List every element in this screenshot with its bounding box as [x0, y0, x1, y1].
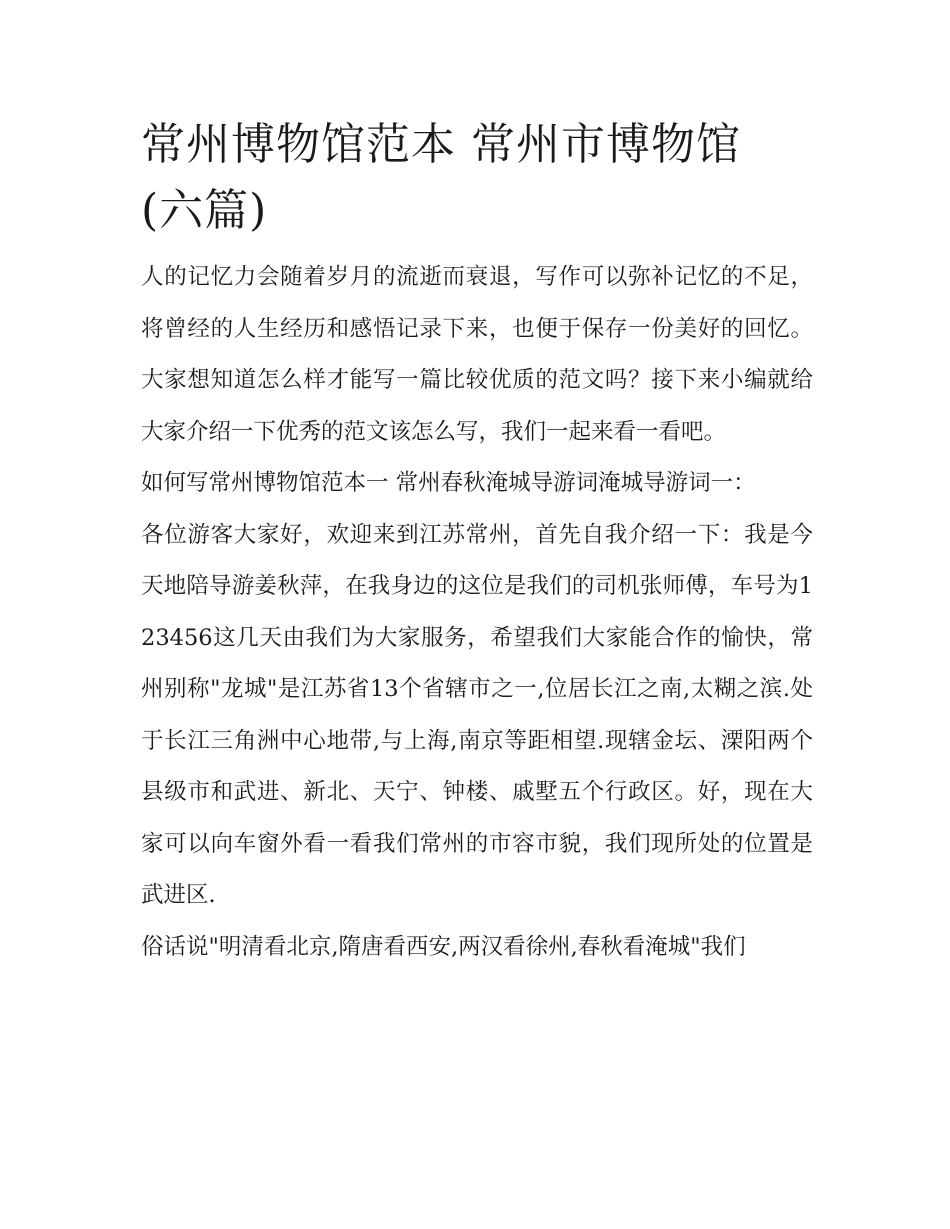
document-title — [141, 112, 813, 244]
intro-paragraph: 人的记忆力会随着岁月的流逝而衰退，写作可以弥补记忆的不足，将曾经的人生经历和感悟记录下来，也便于保存一份美好的回忆。大家想知道怎么样才能写一篇比较优质的范文吗？接下来小编就给大家介绍一下优秀的范文该怎么写，我们一起来看一看吧。 — [141, 264, 813, 445]
body-paragraph-2: 俗话说"明清看北京,隋唐看西安,两汉看徐州,春秋看淹城"我们 — [141, 933, 746, 960]
title-line-2: (六篇) — [141, 185, 268, 236]
document-page — [141, 112, 813, 973]
title-line-1: 常州博物馆范本 常州市博物馆 — [141, 119, 741, 170]
section-heading: 如何写常州博物馆范本一 常州春秋淹城导游词淹城导游词一： — [141, 470, 756, 496]
body-paragraph-1: 各位游客大家好，欢迎来到江苏常州，首先自我介绍一下：我是今天地陪导游姜秋萍，在我身边的这位是我们的司机张师傅，车号为123456这几天由我们为大家服务，希望我们大家能合作的愉快，常州别称"龙城"是江苏省13个省辖市之一,位居长江之南,太糊之滨.处于长江三角洲中心地带,与上海,南京等距相望.现辖金坛、溧阳两个县级市和武进、新北、天宁、钟楼、戚墅五个行政区。好，现在大家可以向车窗外看一看我们常州的市容市貌，我们现所处的位置是武进区. — [141, 521, 813, 908]
